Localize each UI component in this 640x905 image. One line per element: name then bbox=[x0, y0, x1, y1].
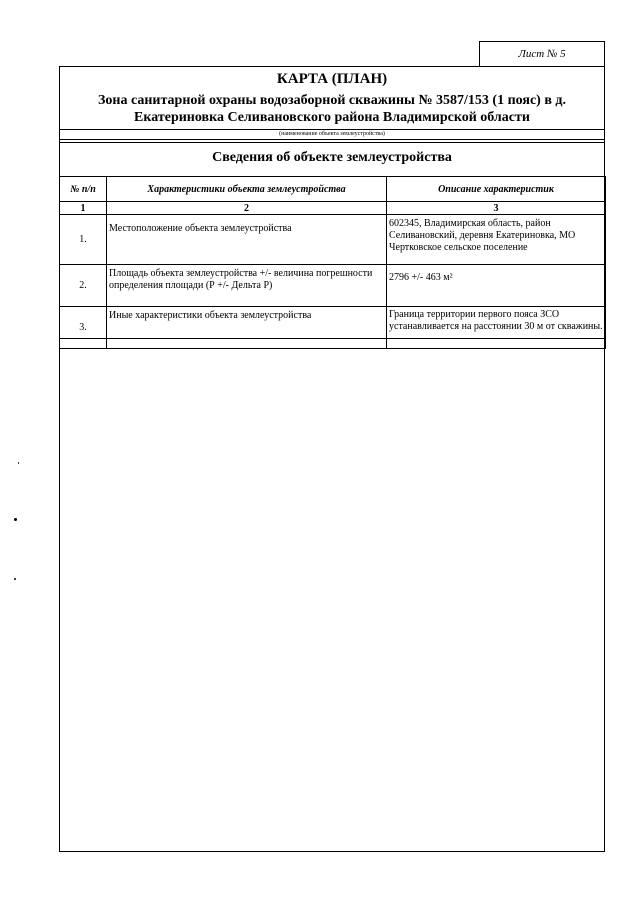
divider bbox=[59, 139, 605, 140]
scan-speck bbox=[18, 462, 19, 464]
document-subtitle: Зона санитарной охраны водозаборной скважины № 3587/153 (1 пояс) в д. Екатериновка Селивановского района Владимирской области bbox=[98, 93, 566, 125]
divider bbox=[59, 338, 605, 339]
column-number: 1 bbox=[60, 202, 107, 215]
sheet-number-label: Лист № 5 bbox=[479, 41, 605, 67]
row-characteristic: Площадь объекта землеустройства +/- величина погрешности определения площади (Р +/- Дельта Р) bbox=[107, 265, 387, 307]
scan-speck bbox=[14, 578, 16, 580]
row-description: 2796 +/- 463 м² bbox=[387, 265, 606, 307]
row-description: Граница территории первого пояса ЗСО устанавливается на расстоянии 30 м от скважины. bbox=[387, 307, 606, 349]
row-characteristic: Иные характеристики объекта землеустройства bbox=[107, 307, 387, 349]
table-row bbox=[60, 215, 606, 265]
table-row bbox=[60, 265, 606, 307]
header-characteristic: Характеристики объекта землеустройства bbox=[107, 177, 387, 202]
object-info-table bbox=[59, 176, 606, 349]
column-number: 2 bbox=[107, 202, 387, 215]
section-title: Сведения об объекте землеустройства bbox=[212, 150, 452, 165]
row-number: 3. bbox=[60, 307, 107, 349]
column-number-row bbox=[60, 202, 606, 215]
scan-speck bbox=[14, 518, 17, 521]
subtitle-caption: (наименование объекта землеустройства) bbox=[279, 131, 385, 137]
divider bbox=[59, 142, 605, 143]
header-num: № п/п bbox=[60, 177, 107, 202]
header-description: Описание характеристик bbox=[387, 177, 606, 202]
row-number: 2. bbox=[60, 265, 107, 307]
row-description: 602345, Владимирская область, район Селивановский, деревня Екатериновка, МО Чертковское сельское поселение bbox=[387, 215, 606, 265]
document-title: КАРТА (ПЛАН) bbox=[276, 71, 388, 87]
column-number: 3 bbox=[387, 202, 606, 215]
row-characteristic: Местоположение объекта землеустройства bbox=[107, 215, 387, 265]
title-block bbox=[60, 67, 604, 131]
table-header-row bbox=[60, 177, 606, 202]
table-row bbox=[60, 307, 606, 349]
row-number: 1. bbox=[60, 215, 107, 265]
